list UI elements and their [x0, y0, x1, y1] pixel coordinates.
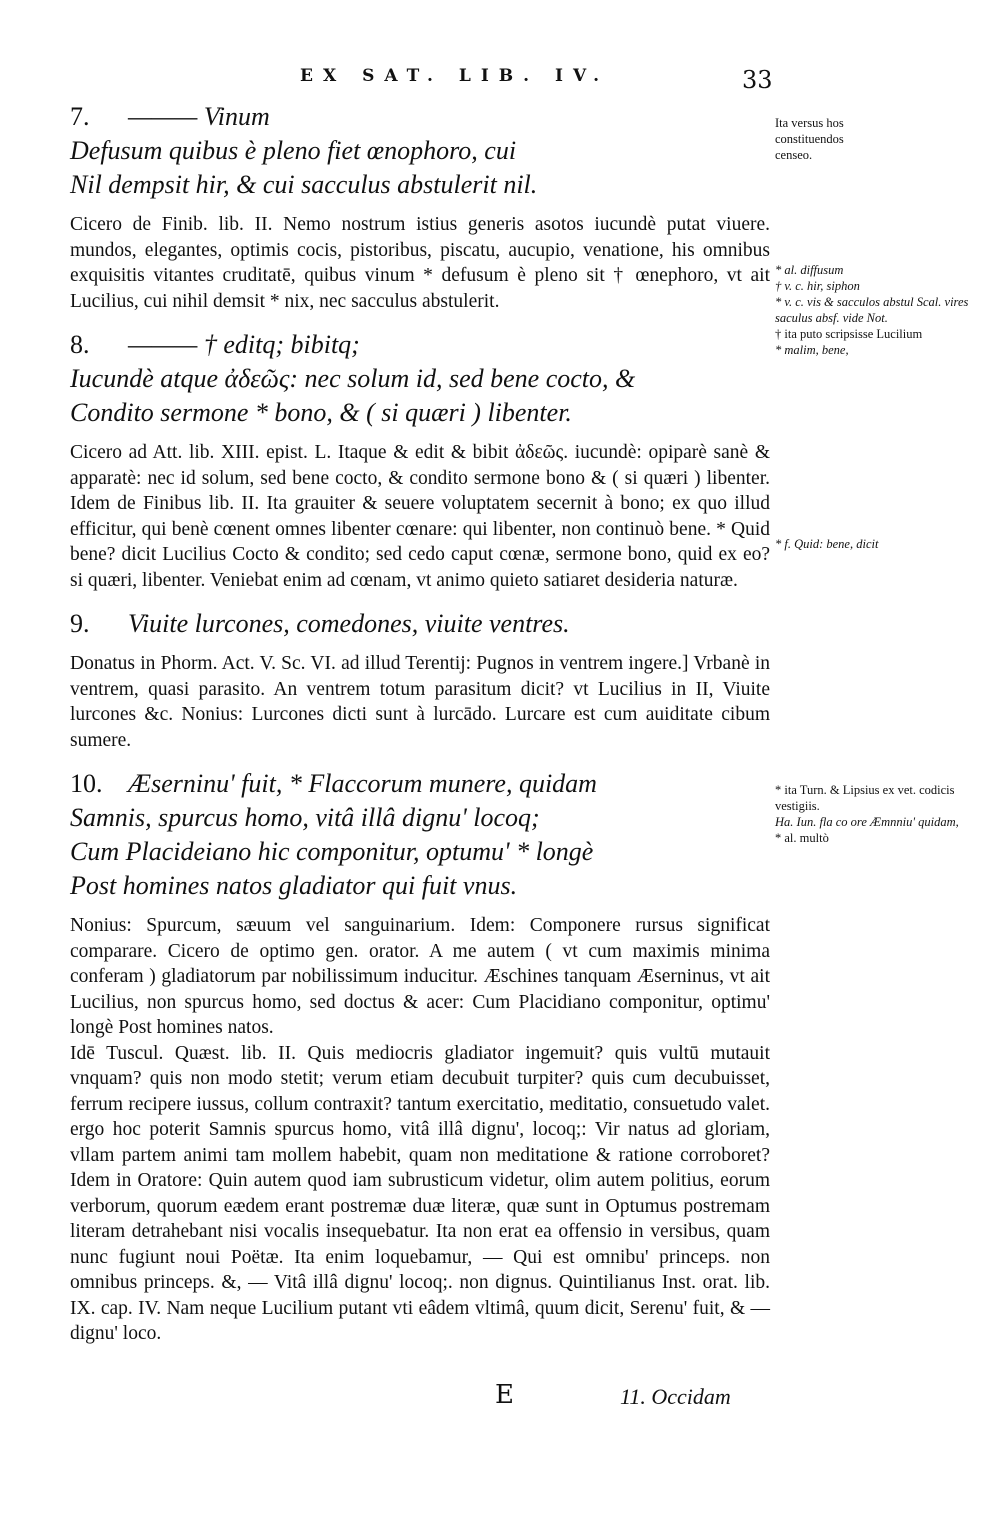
verse-line — [70, 767, 770, 801]
commentary-8 — [70, 440, 770, 593]
verse-line: Post homines natos gladiator qui fuit vnus. — [70, 871, 518, 900]
verse-text: ——— Vinum — [128, 102, 270, 131]
margin-line: * f. Quid: bene, dicit — [775, 537, 879, 551]
margin-line: * ita Turn. & Lipsius ex vet. codicis vestigiis. — [775, 783, 955, 813]
verse-line: Iucundè atque ἀδεῶς: nec solum id, sed bene cocto, & — [70, 364, 636, 393]
verse-text: Viuite lurcones, comedones, viuite ventres. — [128, 609, 570, 638]
verse-line: Condito sermone * bono, & ( si quæri ) libenter. — [70, 398, 572, 427]
page-header — [0, 66, 1000, 96]
commentary-paragraph: Nonius: Spurcum, sæuum vel sanguinarium. Idem: Componere rursus significat comparare. Cicero de optimo gen. orator. A me autem ( vt cum maximis minima conferam ) gladiatorum par nobilissimum inducitur. Æschines tanquam Æserninus, vt ait Lucilius, non spurcus homo, sed doctus & acer: Cum Placidiano componitur, optimu' longè Post homines natos. — [70, 915, 770, 1038]
page-number: 33 — [742, 66, 773, 94]
margin-note-4 — [775, 782, 1000, 846]
verse-line — [70, 607, 770, 641]
verse-text: Æserninu' fuit, * Flaccorum munere, quidam — [128, 769, 597, 798]
catchword: 11. Occidam — [620, 1384, 731, 1409]
commentary-paragraph: Donatus in Phorm. Act. V. Sc. VI. ad illud Terentij: Pugnos in ventrem ingere.] Vrbanè in ventrem, quasi parasito. An ventrem totum parasitum dicit? vt Lucilius in II, Viuite lurcones &c. Nonius: Lurcones dicti sunt à lurcādo. Lurcare est cum auiditate cibum sumere. — [70, 653, 770, 751]
fragment-number: 10. — [70, 769, 103, 798]
margin-line: censeo. — [775, 148, 813, 162]
margin-line: * al. diffusum — [775, 263, 844, 277]
verse-line: Samnis, spurcus homo, vitâ illâ dignu' locoq; — [70, 803, 540, 832]
margin-line: constituendos — [775, 132, 844, 146]
verse-fragment-8 — [70, 328, 770, 430]
margin-note-3 — [775, 536, 1000, 552]
commentary-paragraph: Idē Tuscul. Quæst. lib. II. Quis mediocris gladiator ingemuit? quis vultū mutauit vnquam? quis non modo stetit; verum etiam decubuit turpiter? quis cum decubuisset, ferrum recipere iussus, collum contraxit? tantum exercitatio, meditatio, consuetudo valet. ergo hoc poterit Samnis spurcus homo, vitâ illâ dignu', locoq;: Vir natus ad gloriam, vllam partem animi tam mollem habebit, quam non meditatione & ratione corroboret? Idem in Oratore: Quin autem quod iam subrusticum videtur, olim autem politius, eorum verborum, quorum eædem erant postremæ duæ literæ, quæ sunt in Optumus postremam literam detrahebant nisi vocalis insequebatur. Ita non erat ea offensio in versibus, quam nunc fugiunt noui Poëtæ. Ita enim loquebamur, — Qui est omnibu' princeps. non omnibus princeps. &, — Vitâ illâ dignu' locoq;. non dignus. Quintilianus Inst. orat. lib. IX. cap. IV. Nam neque Lucilium putant vti eâdem vltimâ, quum dicit, Serenu' fuit, & — dignu' loco. — [70, 1042, 770, 1344]
margin-line: † ita puto scripsisse Lucilium — [775, 327, 923, 341]
verse-line — [70, 100, 770, 134]
margin-line: † v. c. hir, siphon — [775, 279, 860, 293]
verse-fragment-9 — [70, 607, 770, 641]
margin-note-2 — [775, 262, 1000, 358]
margin-line: * malim, bene, — [775, 343, 849, 357]
signature-mark: E — [495, 1380, 514, 1410]
fragment-number: 7. — [70, 102, 90, 131]
margin-note-1 — [775, 115, 1000, 163]
verse-text: ——— † editq; bibitq; — [128, 330, 360, 359]
margin-line: * v. c. vis & sacculos abstul Scal. vires saculus absf. vide Not. — [775, 295, 969, 325]
verse-line — [70, 328, 770, 362]
page-footer — [0, 1380, 1000, 1420]
verse-fragment-10 — [70, 767, 770, 903]
commentary-7 — [70, 212, 770, 314]
margin-line: * al. multò — [775, 831, 829, 845]
commentary-9 — [70, 651, 770, 753]
margin-line: Ha. Iun. fla co ore Æmnniu' quidam, — [775, 815, 959, 829]
commentary-10 — [70, 913, 770, 1347]
main-column — [70, 100, 770, 1361]
verse-line: Cum Placideiano hic componitur, optumu' * longè — [70, 837, 594, 866]
fragment-number: 8. — [70, 330, 90, 359]
running-head: EX SAT. LIB. IV. — [300, 66, 610, 86]
margin-line: Ita versus hos — [775, 116, 844, 130]
verse-line: Defusum quibus è pleno fiet œnophoro, cui — [70, 136, 517, 165]
verse-fragment-7 — [70, 100, 770, 202]
commentary-paragraph: Cicero ad Att. lib. XIII. epist. L. Itaque & edit & bibit ἀδεῶς. iucundè: opiparè sanè & apparatè: nec id solum, sed bene cocto, & condito sermone bono & ( si quæri ) libenter. Idem de Finibus lib. II. Ita grauiter & seuere voluptatem secernit à bono; ex quo illud efficitur, qui benè cœnent omnes libenter cœnare: qui libenter, non continuò bene. * Quid bene? dicit Lucilius Cocto & condito; sed cedo caput cœnæ, sermone bono, quid ex eo? si quæri, libenter. Veniebat enim ad cœnam, vt animo quieto satiaret desideria naturæ. — [70, 442, 770, 591]
verse-line: Nil dempsit hir, & cui sacculus abstulerit nil. — [70, 170, 538, 199]
commentary-paragraph: Cicero de Finib. lib. II. Nemo nostrum istius generis asotos iucundè putat viuere. mundos, elegantes, optimis cocis, pistoribus, piscatu, aucupio, venatione, his omnibus exquisitis vitantes cruditatē, quibus vinum * defusum è pleno sit † œnephoro, vt ait Lucilius, cui nihil demsit * nix, nec sacculus abstulerit. — [70, 214, 770, 312]
fragment-number: 9. — [70, 609, 90, 638]
